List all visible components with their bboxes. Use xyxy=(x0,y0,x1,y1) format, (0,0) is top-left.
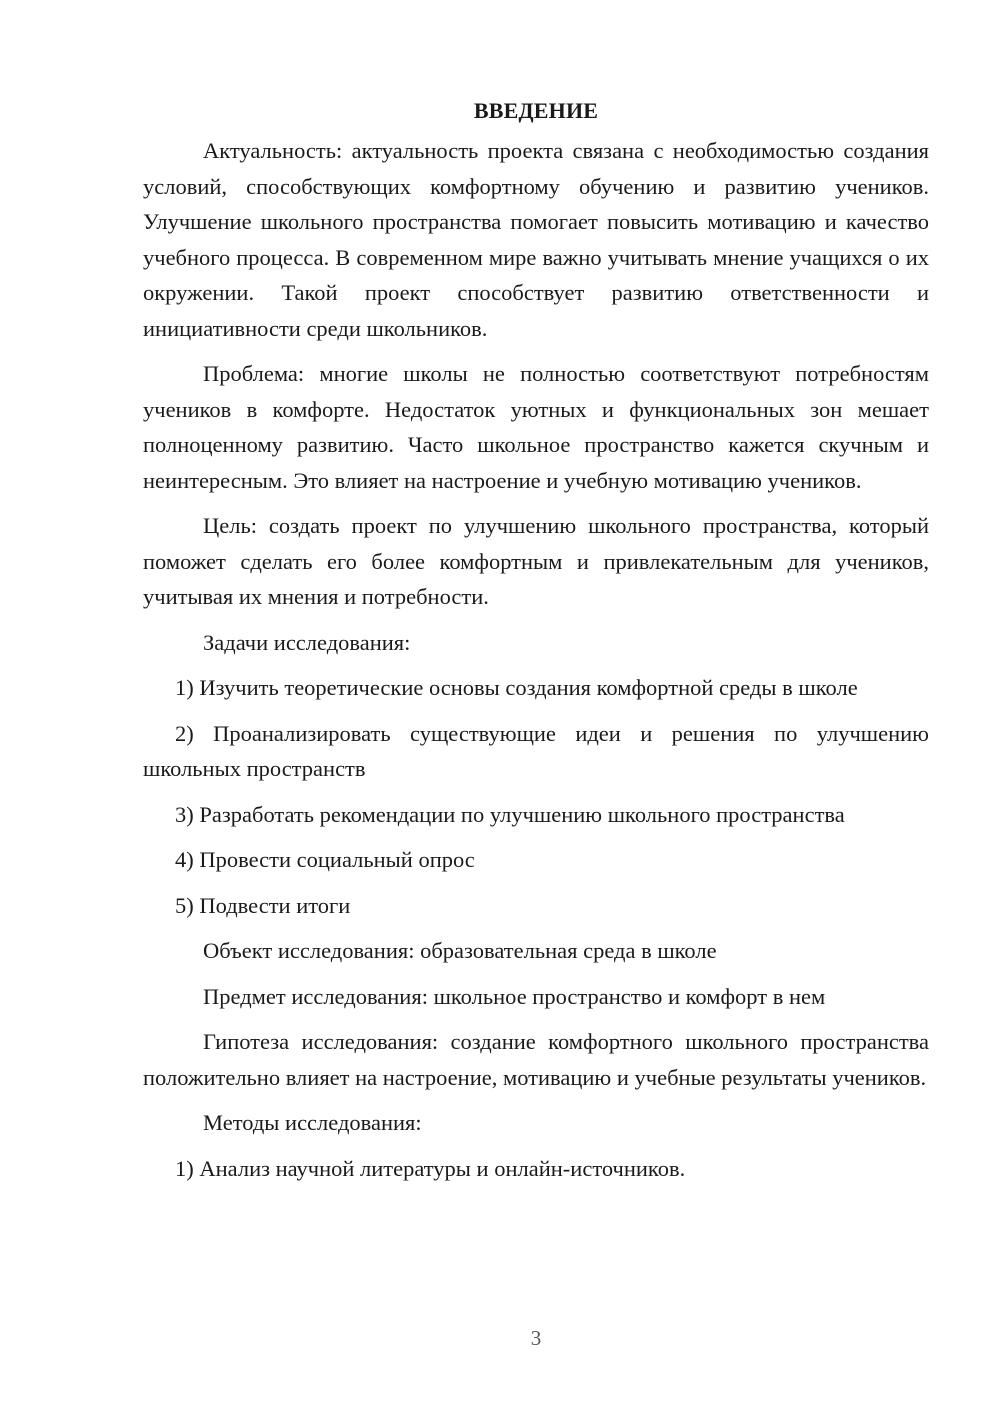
task-item-5: 5) Подвести итоги xyxy=(175,892,351,918)
task-item-4: 4) Провести социальный опрос xyxy=(175,847,475,872)
relevance-paragraph: Актуальность: актуальность проекта связана с необходимостью создания условий, способствующих комфортному обучению и развитию учеников. Улучшение школьного пространства помогает повысить мотивацию и качество учебного процесса. В современном мире важно учитывать мнение учащихся о их окружении. Такой проект способствует развитию ответственности и инициативности среди школьников. xyxy=(143,138,929,341)
task-item-1: 1) Изучить теоретические основы создания комфортной среды в школе xyxy=(175,675,858,700)
hypothesis-paragraph: Гипотеза исследования: создание комфортного школьного пространства положительно влияет на настроение, мотивацию и учебные результаты учеников. xyxy=(143,1029,929,1090)
problem-paragraph: Проблема: многие школы не полностью соответствуют потребностям учеников в комфорте. Недостаток уютных и функциональных зон мешает полноценному развитию. Часто школьное пространство кажется скучным и неинтересным. Это влияет на настроение и учебную мотивацию учеников. xyxy=(143,361,929,493)
page-title: ВВЕДЕНИЕ xyxy=(473,98,599,123)
method-item-1: 1) Анализ научной литературы и онлайн-источников. xyxy=(175,1155,686,1181)
task-item-2: 2) Проанализировать существующие идеи и решения по улучшению школьных пространств xyxy=(143,720,929,781)
page-number: 3 xyxy=(530,1326,542,1350)
task-item-3: 3) Разработать рекомендации по улучшению школьного пространства xyxy=(175,801,845,827)
tasks-heading: Задачи исследования: xyxy=(203,629,411,655)
subject-paragraph: Предмет исследования: школьное пространство и комфорт в нем xyxy=(203,983,826,1009)
methods-heading: Методы исследования: xyxy=(203,1110,422,1135)
document-page xyxy=(143,93,929,1196)
object-paragraph: Объект исследования: образовательная среда в школе xyxy=(203,938,717,963)
goal-paragraph: Цель: создать проект по улучшению школьного пространства, который поможет сделать его более комфортным и привлекательным для учеников, учитывая их мнения и потребности. xyxy=(143,513,929,609)
